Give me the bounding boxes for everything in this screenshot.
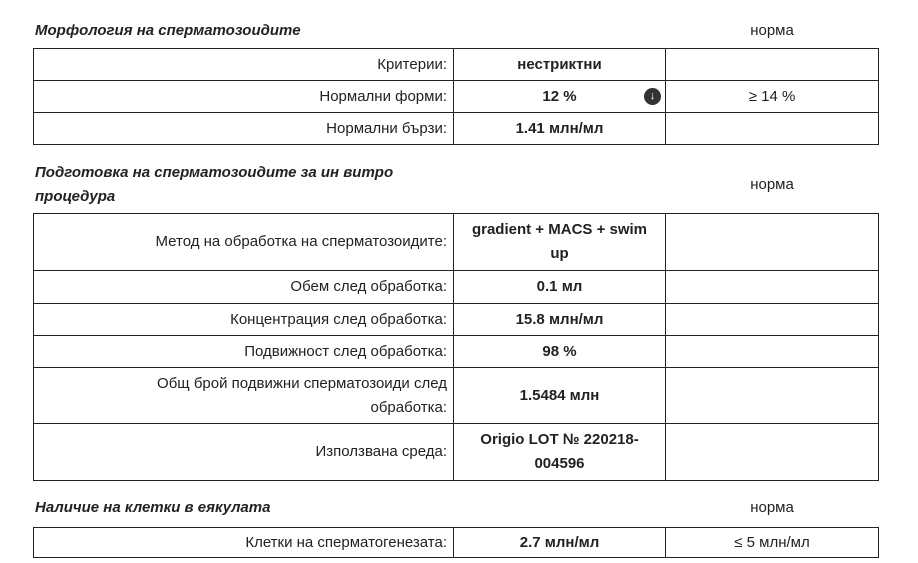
row-value: gradient + MACS + swim up: [454, 214, 666, 271]
row-norm: [666, 214, 879, 271]
row-label: Метод на обработка на сперматозоидите:: [34, 214, 454, 271]
row-label: Обем след обработка:: [34, 271, 454, 304]
cells-table: [33, 527, 879, 558]
row-value: 15.8 млн/мл: [454, 304, 666, 336]
table-row: [34, 49, 879, 81]
table-row: [34, 528, 879, 558]
table-row: [34, 336, 879, 368]
row-value: 98 %: [454, 336, 666, 368]
table-row: [34, 81, 879, 113]
row-label: Използвана среда:: [34, 424, 454, 481]
row-value-cell: [454, 81, 666, 113]
row-norm: [666, 49, 879, 81]
section-title: Наличие на клетки в еякулата: [35, 499, 271, 516]
row-value: Origio LOT № 220218-004596: [454, 424, 666, 481]
row-value: нестриктни: [454, 49, 666, 81]
morphology-table: [33, 48, 879, 145]
norm-header: норма: [750, 22, 794, 39]
row-norm: [666, 424, 879, 481]
row-norm: ≥ 14 %: [666, 81, 879, 113]
row-norm: [666, 304, 879, 336]
norm-header: норма: [750, 176, 794, 193]
norm-header: норма: [750, 499, 794, 516]
row-norm: [666, 336, 879, 368]
row-norm: [666, 271, 879, 304]
row-label: Клетки на сперматогенезата:: [34, 528, 454, 558]
section-title: Подготовка на сперматозоидите за ин витро процедура: [35, 164, 394, 205]
table-row: [34, 368, 879, 424]
table-row: [34, 214, 879, 271]
table-row: [34, 113, 879, 145]
row-label: Нормални бързи:: [34, 113, 454, 145]
row-label: Критерии:: [34, 49, 454, 81]
row-norm: ≤ 5 млн/мл: [666, 528, 879, 558]
row-label: Концентрация след обработка:: [34, 304, 454, 336]
row-value: 0.1 мл: [454, 271, 666, 304]
row-value: 1.5484 млн: [454, 368, 666, 424]
table-row: [34, 304, 879, 336]
preparation-table: [33, 213, 879, 481]
arrow-down-circle-icon: ↓: [644, 88, 661, 105]
row-label: Подвижност след обработка:: [34, 336, 454, 368]
row-label: Общ брой подвижни сперматозоиди след обработка:: [34, 368, 454, 424]
row-norm: [666, 113, 879, 145]
table-row: [34, 424, 879, 481]
row-label: Нормални форми:: [34, 81, 454, 113]
table-row: [34, 271, 879, 304]
row-value: 1.41 млн/мл: [454, 113, 666, 145]
row-norm: [666, 368, 879, 424]
row-value: 2.7 млн/мл: [454, 528, 666, 558]
section-title: Морфология на сперматозоидите: [35, 22, 301, 39]
row-value: 12 %: [542, 87, 577, 105]
